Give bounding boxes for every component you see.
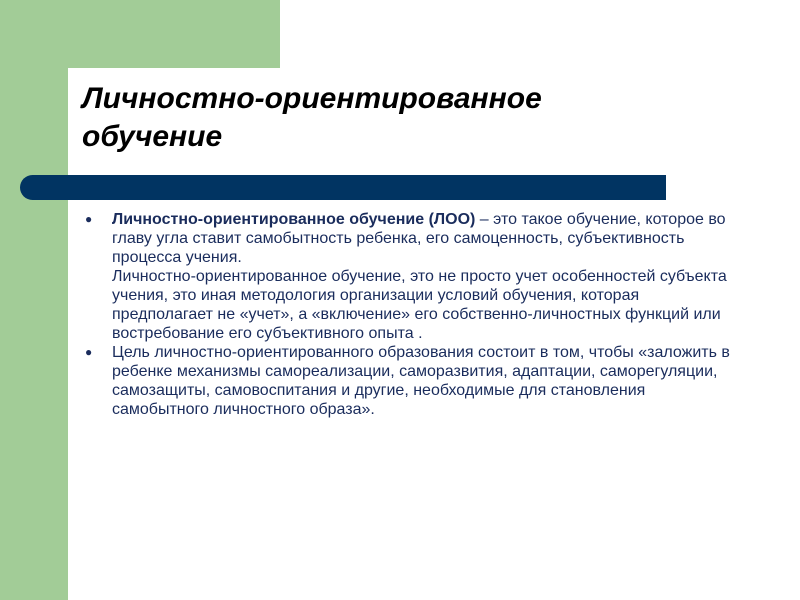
- green-decor-left: [0, 0, 68, 600]
- title-underline-bar: [20, 175, 666, 200]
- bullet-dot-icon: ●: [85, 212, 93, 226]
- slide-title: Личностно-ориентированное обучение: [82, 82, 542, 153]
- goal-text: Цель личностно-ориентированного образования состоит в том, чтобы «заложить в ребенке механизмы самореализации, саморазвития, адаптации, саморегуляции, самозащиты, самовоспитания и другие, необходимые для становления самобытного личностного образа».: [112, 344, 730, 418]
- bullet-dot-icon: ●: [85, 345, 93, 359]
- definition-term: Личностно-ориентированное обучение (ЛОО): [112, 211, 476, 228]
- green-decor-top: [0, 0, 280, 68]
- bullet-list: [82, 210, 742, 419]
- bullet-item-goal: [82, 343, 742, 419]
- bullet-item-definition: [82, 210, 742, 343]
- definition-text: – это такое обучение, которое во главу угла ставит самобытность ребенка, его самоценность, субъективность процесса учения.: [112, 211, 726, 266]
- definition-continuation: Личностно-ориентированное обучение, это не просто учет особенностей субъекта учения, это иная методология организации условий обучения, которая предполагает не «учет», а «включение» его собственно-личностных функций или востребование его субъективного опыта .: [112, 268, 727, 342]
